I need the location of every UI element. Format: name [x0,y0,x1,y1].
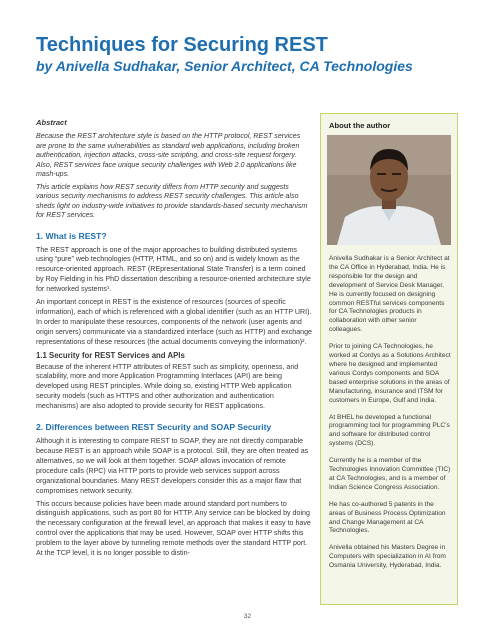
body-paragraph: This occurs because policies have been made around standard port numbers to distinguish applications, such as port 80 for HTTP. Any service can be blocked by doing the necessary configuration at the firewall level, an approach that makes it easy to have control over the applications that may be used. However, SOAP over HTTP shifts this problem to the layer above by tunneling remote methods over the standard HTTP port. At the TCP level, it is no longer possible to distin- [36,499,311,558]
body-paragraph: The REST approach is one of the major approaches to building distributed systems using “pure” web technologies (HTTP, HTML, and so on) and is widely known as the resource-oriented approach. REST (REpresentational State Transfer) is a term coined by Roy Fielding in his PhD dissertation describing a resource-oriented architecture style for networked systems¹. [36,245,311,294]
article-byline: by Anivella Sudhakar, Senior Architect, CA Technologies [36,58,413,74]
author-bio-paragraph: At BHEL he developed a functional programming tool for programming PLC’s and software for distributed control systems (DCS). [329,413,450,448]
abstract-heading: Abstract [36,118,67,127]
about-author-sidebar [320,113,458,605]
sidebar-text [329,255,451,571]
section-heading-what-is-rest: 1. What is REST? [36,230,107,241]
main-column [36,118,312,562]
abstract-paragraph: Because the REST architecture style is based on the HTTP protocol, REST services are prone to the same vulnerabilities as standard web applications, including broken authentication, injection attacks, cross-site scripting, and cross-site request forgery. Also, REST services face unique security challenges with Web 2.0 applications like mash-ups. [36,132,301,178]
author-bio-paragraph: Currently he is a member of the Technologies Innovation Committee (TIC) at CA Technologies, and is a member of Indian Science Congress Association. [329,457,451,491]
page-number: 32 [243,613,252,620]
author-portrait-icon [327,135,451,245]
section-heading-rest-vs-soap: 2. Differences between REST Security and SOAP Security [36,422,272,433]
author-bio-paragraph: Anivella obtained his Masters Degree in Computers with specialization in AI from Osmania University, Hyderabad, India. [329,544,446,570]
subsection-heading-security: 1.1 Security for REST Services and APIs [36,350,185,360]
sidebar-heading: About the author [329,121,391,130]
article-title: Techniques for Securing REST [36,34,328,56]
author-bio-paragraph: Anivella Sudhakar is a Senior Architect at the CA Office in Hyderabad, India. He is responsible for the design and development of Service Desk Manager. He is currently focused on designing common RESTful services components for CA Technologies products in collaboration with other senior colleagues. [329,255,450,334]
body-paragraph: Although it is interesting to compare REST to SOAP, they are not directly comparable because REST is an approach while SOAP is a protocol. Still, they are often treated as alternatives, so we will look at them together. SOAP allows invocation of remote procedure calls (RPC) via HTTP ports to provide web services support across organizational boundaries. Many REST developers consider this as a major flaw that compromises network security. [36,437,309,495]
body-paragraph: Because of the inherent HTTP attributes of REST such as simplicity, openness, and scalability, more and more Application Programming Interfaces (API) are being developed using REST principles. While doing so, existing HTTP Web application security models (such as HTTPS and other authorization and authentication mechanisms) are also adopted to provide security for REST applications. [36,362,299,411]
abstract-paragraph: This article explains how REST security differs from HTTP security and suggests various security mechanisms to address REST security challenges. This article also sheds light on industry-wide initiatives to provide standards-based security mechanism for REST services. [36,182,308,219]
author-bio-paragraph: He has co-authored 5 patents in the areas of Business Process Optimization and Change Management at CA Technologies. [329,500,446,535]
author-bio-paragraph: Prior to joining CA Technologies, he worked at Cordys as a Solutions Architect where he designed and implemented various Cordys components and SOA based enterprise solutions in the areas of Manufacturing, insurance and ITSM for customers in Europe, Gulf and India. [329,343,451,404]
author-photo-graphic [327,135,451,245]
body-paragraph: An important concept in REST is the existence of resources (sources of specific information), each of which is referenced with a global identifier (such as an HTTP URI). In order to manipulate these resources, components of the network (user agents and origin servers) communicate via a standardized interface (such as HTTP) and exchange representations of these resources (the actual documents conveying the information)². [36,298,312,346]
